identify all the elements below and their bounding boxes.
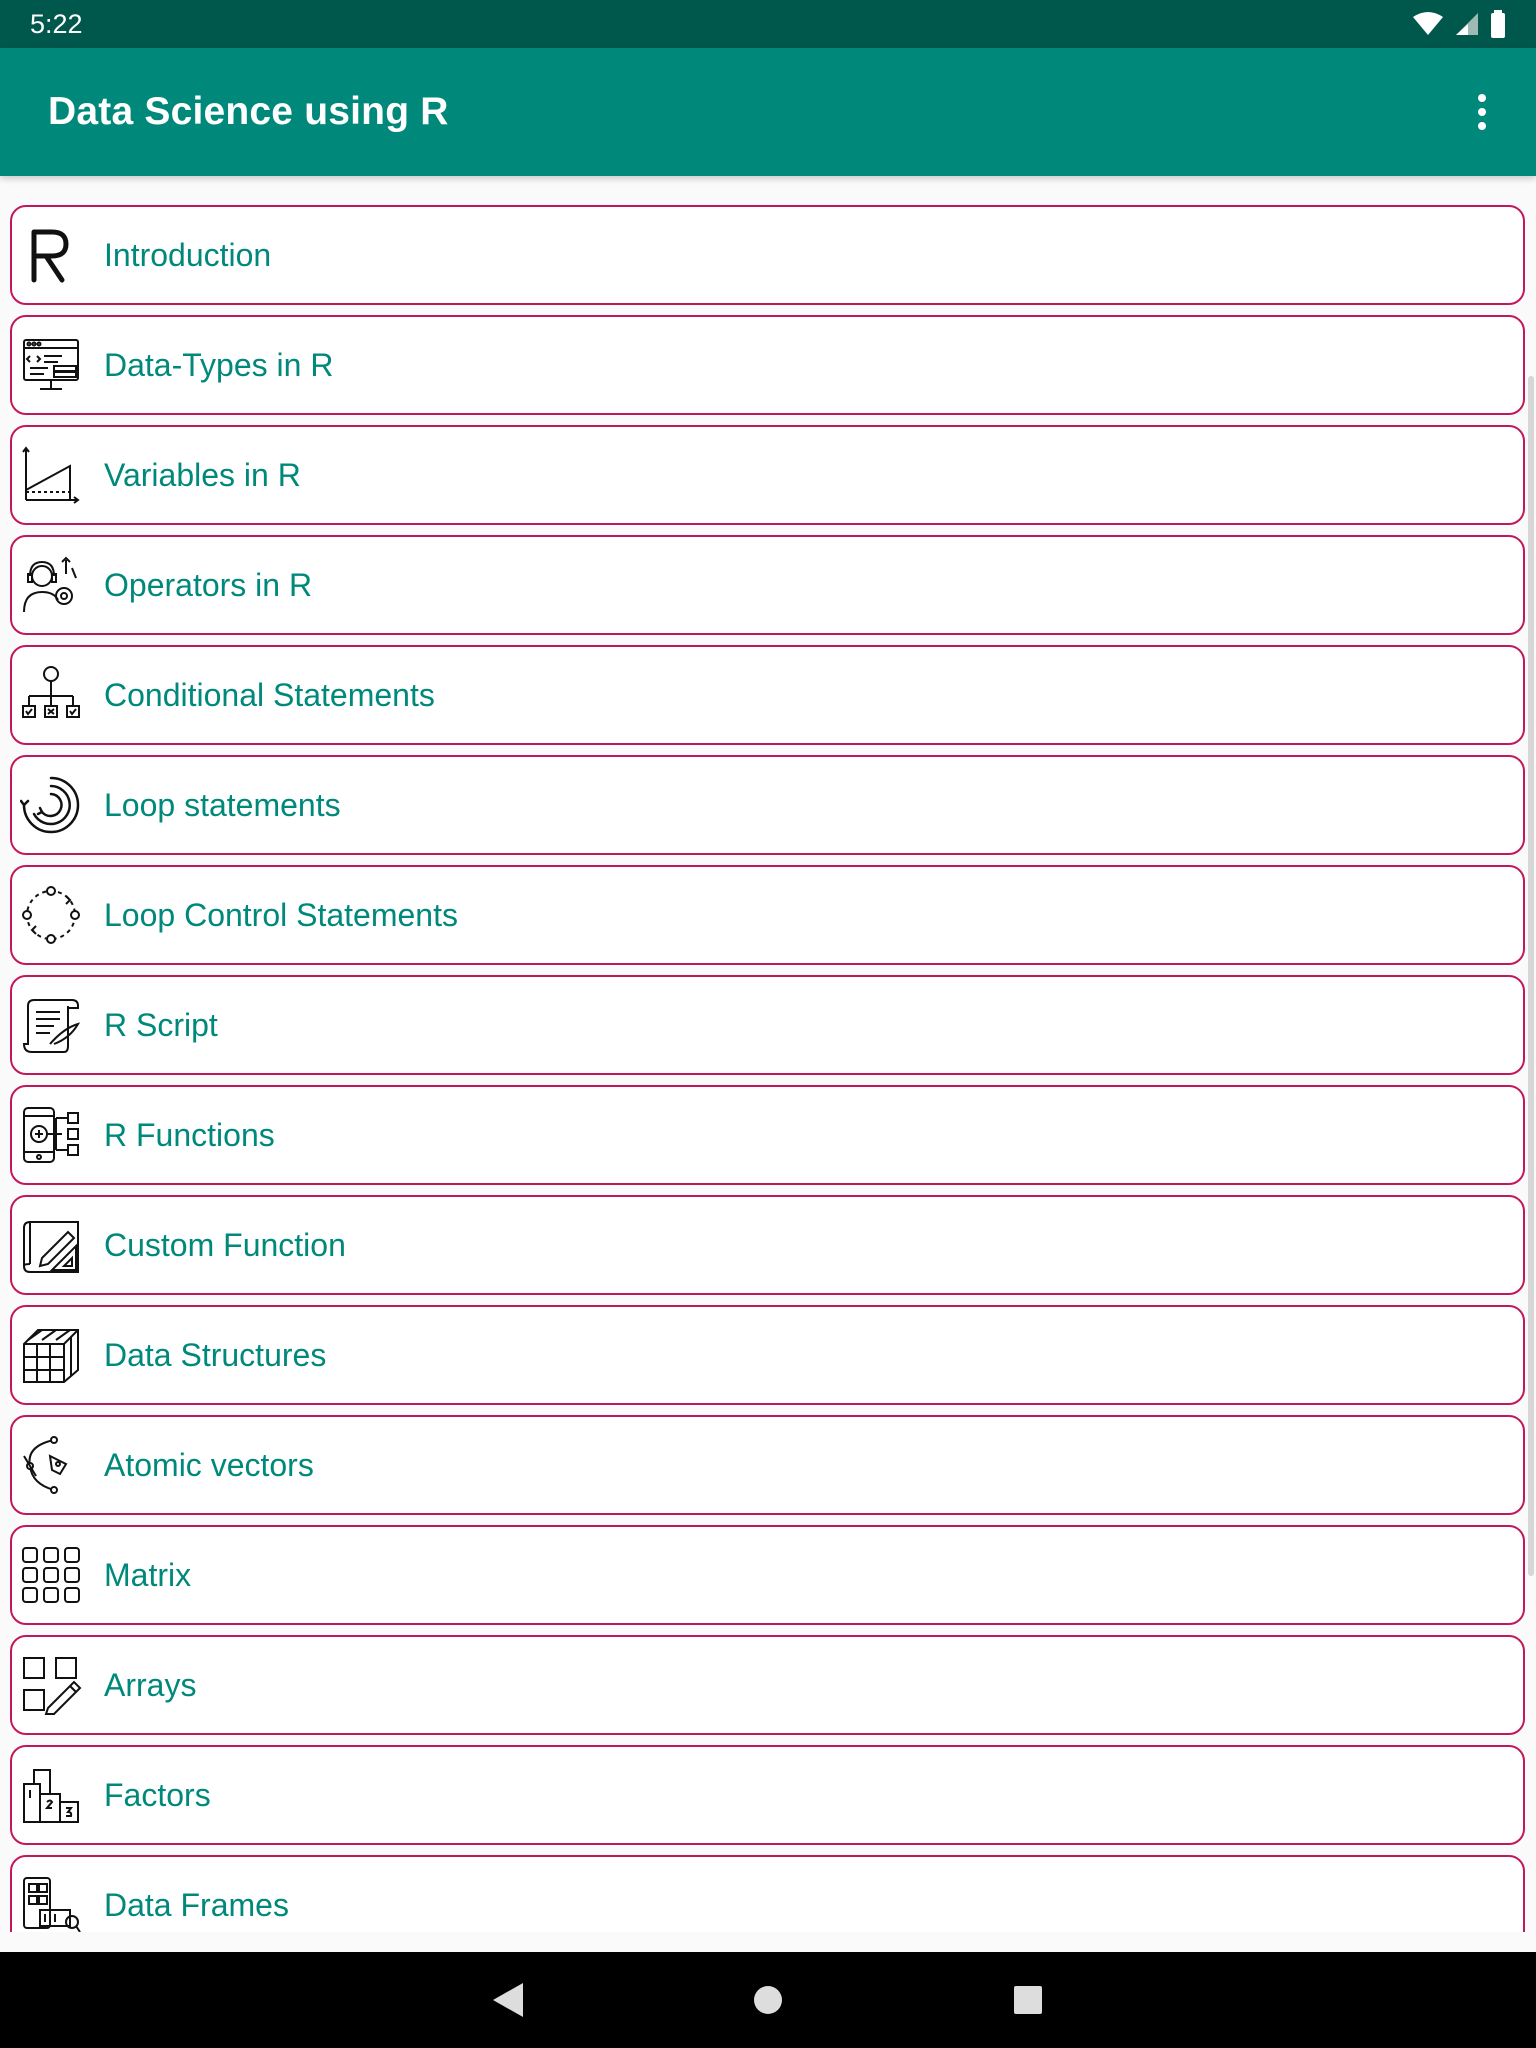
topic-label: Data Structures <box>104 1336 327 1373</box>
home-icon <box>752 1984 784 2016</box>
recents-button[interactable] <box>998 1970 1058 2030</box>
more-vert-icon-dot <box>1478 108 1486 116</box>
r-letter-icon <box>20 224 82 286</box>
more-vert-icon-dot <box>1478 122 1486 130</box>
home-button[interactable] <box>738 1970 798 2030</box>
more-vert-icon-dot <box>1478 94 1486 102</box>
loop-arrows-icon <box>20 774 82 836</box>
scrollbar-thumb[interactable] <box>1528 376 1534 1576</box>
topic-label: Factors <box>104 1776 211 1813</box>
phone-function-icon <box>20 1104 82 1166</box>
topic-item-r-script[interactable] <box>10 975 1525 1075</box>
topic-label: R Script <box>104 1006 218 1043</box>
graph-axis-icon <box>20 444 82 506</box>
back-button[interactable] <box>478 1970 538 2030</box>
topic-item-loop-control[interactable] <box>10 865 1525 965</box>
code-monitor-icon <box>20 334 82 396</box>
array-squares-icon <box>20 1654 82 1716</box>
vector-pen-icon <box>20 1434 82 1496</box>
app-bar <box>0 48 1536 176</box>
topic-list <box>10 205 1525 1932</box>
decision-tree-icon <box>20 664 82 726</box>
status-bar <box>0 0 1536 48</box>
back-icon <box>491 1981 525 2019</box>
topic-item-atomic-vectors[interactable] <box>10 1415 1525 1515</box>
wifi-icon <box>1412 11 1444 37</box>
battery-icon <box>1490 10 1506 38</box>
topic-item-introduction[interactable] <box>10 205 1525 305</box>
data-frame-icon <box>20 1874 82 1932</box>
topic-item-loop-statements[interactable] <box>10 755 1525 855</box>
topic-item-arrays[interactable] <box>10 1635 1525 1735</box>
cycle-nodes-icon <box>20 884 82 946</box>
topic-label: Data-Types in R <box>104 346 334 383</box>
design-pencil-icon <box>20 1214 82 1276</box>
topic-item-data-structures[interactable] <box>10 1305 1525 1405</box>
topic-item-data-types[interactable] <box>10 315 1525 415</box>
topic-label: Loop statements <box>104 786 341 823</box>
app-title: Data Science using R <box>48 90 449 133</box>
topic-label: Data Frames <box>104 1886 289 1923</box>
recents-icon <box>1013 1985 1043 2015</box>
matrix-grid-icon <box>20 1544 82 1606</box>
topic-item-operators[interactable] <box>10 535 1525 635</box>
topic-label: Conditional Statements <box>104 676 435 713</box>
status-time: 5:22 <box>30 8 83 39</box>
navigation-bar <box>0 1952 1536 2048</box>
podium-icon <box>20 1764 82 1826</box>
cell-signal-icon <box>1454 11 1480 37</box>
operator-person-icon <box>20 554 82 616</box>
status-icons <box>1412 10 1506 38</box>
topic-list-container[interactable] <box>0 176 1536 1932</box>
cube-grid-icon <box>20 1324 82 1386</box>
topic-item-custom-function[interactable] <box>10 1195 1525 1295</box>
topic-item-r-functions[interactable] <box>10 1085 1525 1185</box>
topic-label: Variables in R <box>104 456 301 493</box>
topic-label: R Functions <box>104 1116 275 1153</box>
topic-label: Custom Function <box>104 1226 346 1263</box>
topic-item-variables[interactable] <box>10 425 1525 525</box>
topic-label: Loop Control Statements <box>104 896 458 933</box>
topic-label: Atomic vectors <box>104 1446 314 1483</box>
topic-item-matrix[interactable] <box>10 1525 1525 1625</box>
script-scroll-icon <box>20 994 82 1056</box>
topic-item-factors[interactable] <box>10 1745 1525 1845</box>
topic-label: Operators in R <box>104 566 313 603</box>
topic-item-conditional[interactable] <box>10 645 1525 745</box>
topic-item-data-frames[interactable] <box>10 1855 1525 1932</box>
topic-label: Matrix <box>104 1556 192 1593</box>
more-options-button[interactable] <box>1458 72 1506 152</box>
topic-label: Introduction <box>104 236 272 273</box>
topic-label: Arrays <box>104 1666 197 1703</box>
